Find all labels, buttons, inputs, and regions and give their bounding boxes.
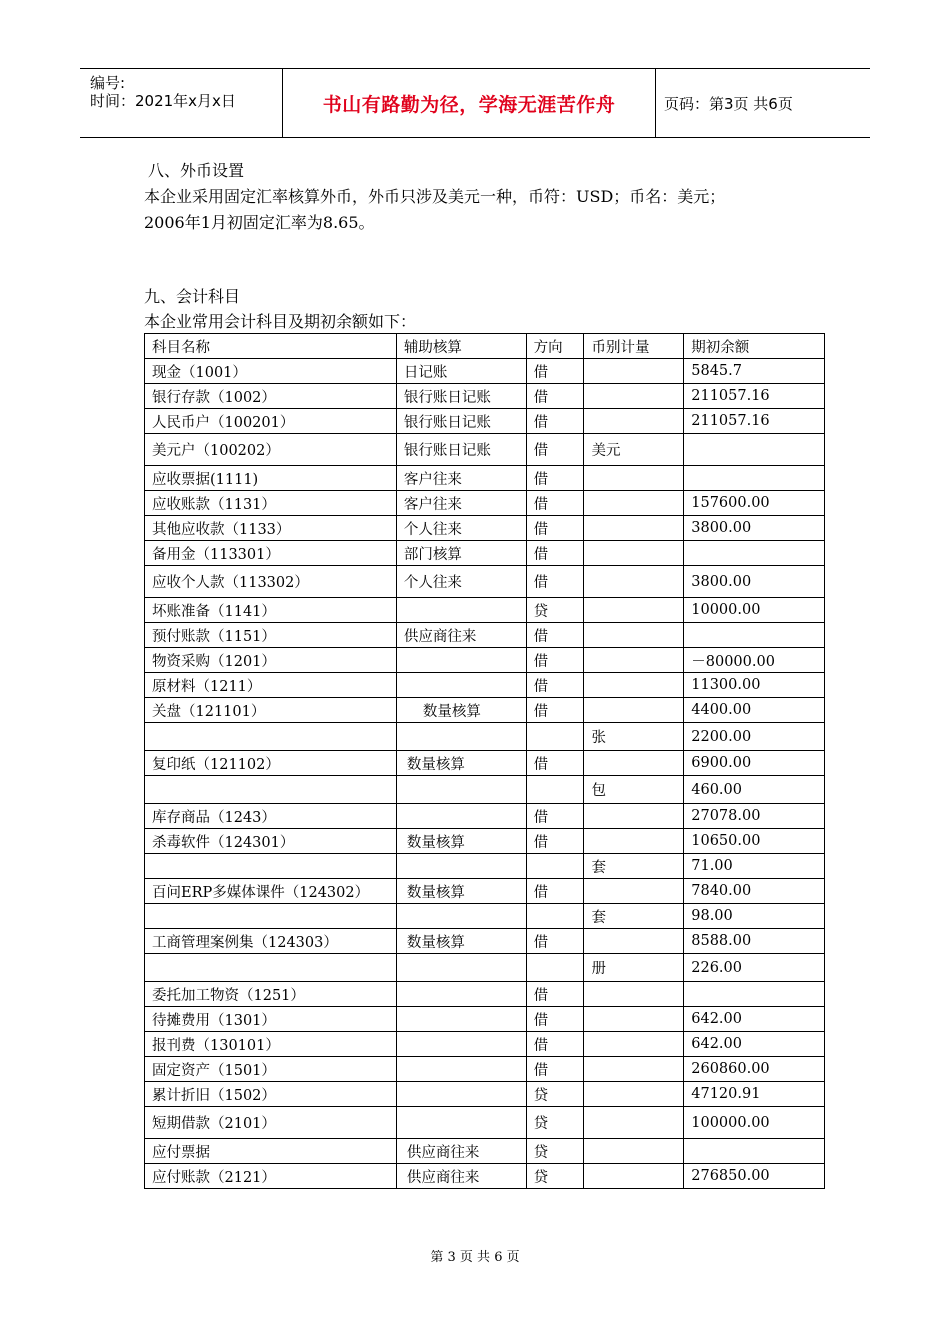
- currency-unit-cell: [584, 751, 684, 776]
- direction-cell: 借: [526, 359, 584, 384]
- document-date-label: 时间：2021年x月x日: [90, 92, 236, 110]
- table-row: [145, 1139, 825, 1164]
- table-row: [145, 623, 825, 648]
- account-name-cell: 人民币户（100201）: [145, 409, 397, 434]
- currency-unit-cell: [584, 1057, 684, 1082]
- currency-unit-cell: [584, 598, 684, 623]
- account-name-cell: 美元户（100202）: [145, 434, 397, 466]
- auxiliary-cell: 供应商往来: [396, 623, 526, 648]
- opening-balance-cell: [684, 623, 825, 648]
- direction-cell: 借: [526, 434, 584, 466]
- currency-unit-cell: [584, 698, 684, 723]
- account-name-cell: 应付票据: [145, 1139, 397, 1164]
- table-row: [145, 434, 825, 466]
- currency-unit-cell: 包: [584, 776, 684, 804]
- auxiliary-cell: [396, 904, 526, 929]
- currency-unit-cell: [584, 516, 684, 541]
- direction-cell: 借: [526, 698, 584, 723]
- account-name-cell: 固定资产（1501）: [145, 1057, 397, 1082]
- direction-cell: 借: [526, 516, 584, 541]
- account-name-cell: 报刊费（130101）: [145, 1032, 397, 1057]
- currency-unit-cell: [584, 648, 684, 673]
- opening-balance-cell: 6900.00: [684, 751, 825, 776]
- opening-balance-cell: 5845.7: [684, 359, 825, 384]
- opening-balance-cell: 642.00: [684, 1007, 825, 1032]
- direction-cell: 借: [526, 879, 584, 904]
- auxiliary-cell: 数量核算: [396, 879, 526, 904]
- direction-cell: [526, 776, 584, 804]
- account-name-cell: 关盘（121101）: [145, 698, 397, 723]
- currency-unit-cell: [584, 566, 684, 598]
- table-row: [145, 982, 825, 1007]
- accounts-table: [144, 333, 825, 1189]
- auxiliary-cell: 银行账日记账: [396, 409, 526, 434]
- section-9-intro: 本企业常用会计科目及期初余额如下：: [144, 312, 417, 331]
- currency-unit-cell: [584, 829, 684, 854]
- header-cell: 科目名称: [145, 334, 397, 359]
- table-row: [145, 854, 825, 879]
- account-name-cell: 复印纸（121102）: [145, 751, 397, 776]
- account-name-cell: 备用金（113301）: [145, 541, 397, 566]
- auxiliary-cell: [396, 598, 526, 623]
- direction-cell: 借: [526, 541, 584, 566]
- account-name-cell: 库存商品（1243）: [145, 804, 397, 829]
- table-row: [145, 491, 825, 516]
- opening-balance-cell: 11300.00: [684, 673, 825, 698]
- table-row: [145, 751, 825, 776]
- table-row: [145, 829, 825, 854]
- account-name-cell: 应收账款（1131）: [145, 491, 397, 516]
- header-motto-cell: [282, 69, 656, 137]
- auxiliary-cell: [396, 982, 526, 1007]
- currency-unit-cell: [584, 879, 684, 904]
- account-name-cell: 应收个人款（113302）: [145, 566, 397, 598]
- currency-unit-cell: [584, 1107, 684, 1139]
- direction-cell: 借: [526, 384, 584, 409]
- direction-cell: 借: [526, 1057, 584, 1082]
- currency-unit-cell: [584, 673, 684, 698]
- table-row: [145, 516, 825, 541]
- auxiliary-cell: [396, 854, 526, 879]
- account-name-cell: 应付账款（2121）: [145, 1164, 397, 1189]
- direction-cell: 借: [526, 1032, 584, 1057]
- auxiliary-cell: 数量核算: [396, 698, 526, 723]
- auxiliary-cell: 个人往来: [396, 516, 526, 541]
- table-row: [145, 804, 825, 829]
- account-name-cell: 待摊费用（1301）: [145, 1007, 397, 1032]
- table-row: [145, 879, 825, 904]
- page-header: [80, 68, 870, 138]
- account-name-cell: 物资采购（1201）: [145, 648, 397, 673]
- opening-balance-cell: [684, 982, 825, 1007]
- currency-unit-cell: [584, 623, 684, 648]
- opening-balance-cell: 260860.00: [684, 1057, 825, 1082]
- table-row: [145, 598, 825, 623]
- auxiliary-cell: 部门核算: [396, 541, 526, 566]
- currency-unit-cell: [584, 491, 684, 516]
- currency-unit-cell: [584, 359, 684, 384]
- currency-unit-cell: [584, 1082, 684, 1107]
- opening-balance-cell: 98.00: [684, 904, 825, 929]
- account-name-cell: 银行存款（1002）: [145, 384, 397, 409]
- section-9-heading: 九、会计科目: [144, 287, 241, 306]
- currency-unit-cell: [584, 409, 684, 434]
- opening-balance-cell: [684, 1139, 825, 1164]
- opening-balance-cell: [684, 541, 825, 566]
- auxiliary-cell: 供应商往来: [396, 1164, 526, 1189]
- auxiliary-cell: [396, 804, 526, 829]
- direction-cell: 贷: [526, 598, 584, 623]
- table-row: [145, 1082, 825, 1107]
- table-row: [145, 541, 825, 566]
- table-row: [145, 929, 825, 954]
- auxiliary-cell: [396, 954, 526, 982]
- table-header-row: [145, 334, 825, 359]
- currency-unit-cell: [584, 384, 684, 409]
- account-name-cell: [145, 776, 397, 804]
- direction-cell: 贷: [526, 1139, 584, 1164]
- currency-unit-cell: [584, 982, 684, 1007]
- table-row: [145, 1032, 825, 1057]
- table-row: [145, 1107, 825, 1139]
- opening-balance-cell: 226.00: [684, 954, 825, 982]
- opening-balance-cell: 4400.00: [684, 698, 825, 723]
- table-row: [145, 359, 825, 384]
- document-number-label: 编号:: [90, 74, 126, 92]
- table-row: [145, 904, 825, 929]
- table-row: [145, 954, 825, 982]
- auxiliary-cell: [396, 673, 526, 698]
- direction-cell: 贷: [526, 1082, 584, 1107]
- auxiliary-cell: [396, 1007, 526, 1032]
- auxiliary-cell: 个人往来: [396, 566, 526, 598]
- account-name-cell: 原材料（1211）: [145, 673, 397, 698]
- header-cell: 币别计量: [584, 334, 684, 359]
- auxiliary-cell: 银行账日记账: [396, 434, 526, 466]
- table-row: [145, 1057, 825, 1082]
- account-name-cell: 杀毒软件（124301）: [145, 829, 397, 854]
- account-name-cell: 百问ERP多媒体课件（124302）: [145, 879, 397, 904]
- opening-balance-cell: 2200.00: [684, 723, 825, 751]
- direction-cell: [526, 954, 584, 982]
- currency-unit-cell: [584, 1164, 684, 1189]
- opening-balance-cell: 47120.91: [684, 1082, 825, 1107]
- currency-unit-cell: 张: [584, 723, 684, 751]
- auxiliary-cell: [396, 776, 526, 804]
- table-row: [145, 566, 825, 598]
- opening-balance-cell: 3800.00: [684, 516, 825, 541]
- header-page-number: 页码：第3页 共6页: [664, 94, 793, 113]
- header-cell: 方向: [526, 334, 584, 359]
- account-name-cell: [145, 854, 397, 879]
- opening-balance-cell: 27078.00: [684, 804, 825, 829]
- currency-unit-cell: [584, 929, 684, 954]
- opening-balance-cell: [684, 434, 825, 466]
- header-cell: 辅助核算: [396, 334, 526, 359]
- direction-cell: 借: [526, 566, 584, 598]
- direction-cell: 借: [526, 929, 584, 954]
- opening-balance-cell: 276850.00: [684, 1164, 825, 1189]
- direction-cell: 借: [526, 466, 584, 491]
- account-name-cell: 坏账准备（1141）: [145, 598, 397, 623]
- opening-balance-cell: 100000.00: [684, 1107, 825, 1139]
- section-8-paragraph-line-1: 本企业采用固定汇率核算外币，外币只涉及美元一种，币符：USD；币名：美元；: [144, 187, 726, 206]
- header-cell: 期初余额: [684, 334, 825, 359]
- table-row: [145, 409, 825, 434]
- account-name-cell: [145, 904, 397, 929]
- opening-balance-cell: 460.00: [684, 776, 825, 804]
- auxiliary-cell: 客户往来: [396, 466, 526, 491]
- account-name-cell: 委托加工物资（1251）: [145, 982, 397, 1007]
- currency-unit-cell: 美元: [584, 434, 684, 466]
- currency-unit-cell: [584, 1139, 684, 1164]
- opening-balance-cell: －80000.00: [684, 648, 825, 673]
- account-name-cell: 预付账款（1151）: [145, 623, 397, 648]
- account-name-cell: 工商管理案例集（124303）: [145, 929, 397, 954]
- account-name-cell: 应收票据(1111): [145, 466, 397, 491]
- opening-balance-cell: 8588.00: [684, 929, 825, 954]
- auxiliary-cell: 数量核算: [396, 929, 526, 954]
- direction-cell: [526, 904, 584, 929]
- auxiliary-cell: [396, 1082, 526, 1107]
- table-row: [145, 1007, 825, 1032]
- currency-unit-cell: 套: [584, 854, 684, 879]
- table-row: [145, 384, 825, 409]
- currency-unit-cell: [584, 1007, 684, 1032]
- auxiliary-cell: [396, 648, 526, 673]
- opening-balance-cell: 10000.00: [684, 598, 825, 623]
- auxiliary-cell: 数量核算: [396, 829, 526, 854]
- header-motto: 书山有路勤为径，学海无涯苦作舟: [322, 93, 616, 116]
- account-name-cell: [145, 723, 397, 751]
- auxiliary-cell: 数量核算: [396, 751, 526, 776]
- auxiliary-cell: 供应商往来: [396, 1139, 526, 1164]
- auxiliary-cell: 银行账日记账: [396, 384, 526, 409]
- opening-balance-cell: 642.00: [684, 1032, 825, 1057]
- auxiliary-cell: [396, 723, 526, 751]
- account-name-cell: 现金（1001）: [145, 359, 397, 384]
- page-footer: 第 3 页 共 6 页: [430, 1250, 520, 1265]
- direction-cell: 借: [526, 673, 584, 698]
- opening-balance-cell: 211057.16: [684, 384, 825, 409]
- currency-unit-cell: [584, 466, 684, 491]
- table-row: [145, 776, 825, 804]
- direction-cell: 借: [526, 491, 584, 516]
- account-name-cell: 短期借款（2101）: [145, 1107, 397, 1139]
- table-row: [145, 698, 825, 723]
- currency-unit-cell: 册: [584, 954, 684, 982]
- table-row: [145, 673, 825, 698]
- direction-cell: 借: [526, 623, 584, 648]
- currency-unit-cell: [584, 804, 684, 829]
- table-row: [145, 1164, 825, 1189]
- direction-cell: [526, 723, 584, 751]
- section-8-heading: 八、外币设置: [148, 161, 245, 180]
- auxiliary-cell: [396, 1057, 526, 1082]
- direction-cell: 借: [526, 982, 584, 1007]
- account-name-cell: 累计折旧（1502）: [145, 1082, 397, 1107]
- table-row: [145, 648, 825, 673]
- opening-balance-cell: 7840.00: [684, 879, 825, 904]
- opening-balance-cell: 3800.00: [684, 566, 825, 598]
- direction-cell: [526, 854, 584, 879]
- direction-cell: 借: [526, 648, 584, 673]
- currency-unit-cell: [584, 541, 684, 566]
- direction-cell: 借: [526, 804, 584, 829]
- currency-unit-cell: 套: [584, 904, 684, 929]
- direction-cell: 贷: [526, 1107, 584, 1139]
- opening-balance-cell: 157600.00: [684, 491, 825, 516]
- direction-cell: 借: [526, 751, 584, 776]
- table-row: [145, 466, 825, 491]
- opening-balance-cell: 71.00: [684, 854, 825, 879]
- account-name-cell: 其他应收款（1133）: [145, 516, 397, 541]
- direction-cell: 借: [526, 1007, 584, 1032]
- table-row: [145, 723, 825, 751]
- header-info: [80, 69, 280, 137]
- auxiliary-cell: [396, 1107, 526, 1139]
- auxiliary-cell: 客户往来: [396, 491, 526, 516]
- auxiliary-cell: [396, 1032, 526, 1057]
- direction-cell: 借: [526, 829, 584, 854]
- opening-balance-cell: [684, 466, 825, 491]
- currency-unit-cell: [584, 1032, 684, 1057]
- auxiliary-cell: 日记账: [396, 359, 526, 384]
- opening-balance-cell: 211057.16: [684, 409, 825, 434]
- section-8-paragraph-line-2: 2006年1月初固定汇率为8.65。: [144, 213, 375, 232]
- direction-cell: 借: [526, 409, 584, 434]
- account-name-cell: [145, 954, 397, 982]
- opening-balance-cell: 10650.00: [684, 829, 825, 854]
- direction-cell: 贷: [526, 1164, 584, 1189]
